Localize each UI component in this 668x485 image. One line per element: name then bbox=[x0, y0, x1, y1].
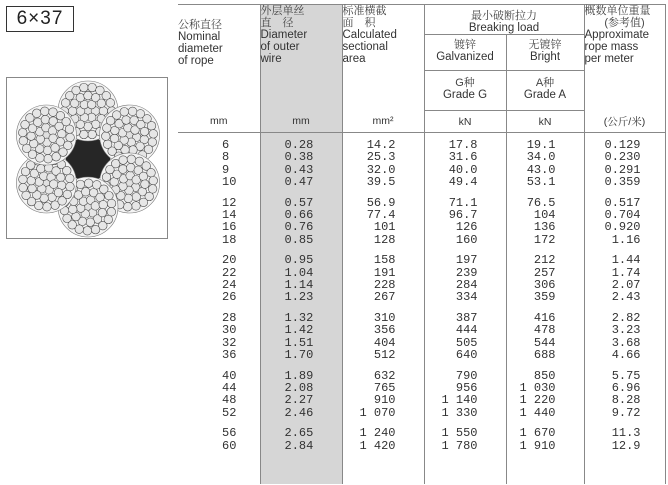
wire bbox=[68, 107, 77, 116]
cell-galvanized-load: 197 bbox=[455, 253, 478, 268]
header-bright-en: Bright bbox=[529, 51, 561, 63]
cell-bright-load: 172 bbox=[533, 232, 556, 247]
row-group bbox=[261, 254, 342, 304]
cell-area: 158 bbox=[373, 253, 396, 268]
cell-area: 14.2 bbox=[366, 138, 396, 152]
wire bbox=[72, 86, 81, 95]
cell-galvanized-load: 1 140 bbox=[441, 393, 478, 408]
row-group bbox=[343, 312, 424, 362]
cell-bright-load: 19.1 bbox=[526, 138, 556, 152]
row-group bbox=[425, 197, 506, 247]
header-grade-g-cn: G种 bbox=[455, 77, 475, 89]
row-group bbox=[178, 139, 260, 189]
cell-area: 128 bbox=[373, 232, 396, 247]
cell-galvanized-load: 31.6 bbox=[448, 150, 478, 165]
wire bbox=[141, 180, 150, 189]
wire bbox=[51, 143, 60, 152]
cell-outer-wire-diameter: 2.65 bbox=[284, 426, 314, 441]
wire bbox=[149, 130, 158, 139]
cell-rope-mass: 4.66 bbox=[611, 348, 641, 363]
wire bbox=[140, 127, 149, 136]
wire bbox=[83, 226, 92, 235]
cell-nominal-diameter: 18 bbox=[222, 232, 237, 247]
cell-outer-wire-diameter: 1.04 bbox=[284, 265, 314, 280]
wire bbox=[19, 183, 28, 192]
row-group bbox=[178, 197, 260, 247]
wire bbox=[99, 200, 108, 209]
wire bbox=[22, 191, 31, 200]
cell-galvanized-load: 239 bbox=[455, 265, 478, 280]
wire bbox=[40, 107, 49, 116]
row-group bbox=[585, 139, 665, 189]
row-group bbox=[178, 254, 260, 304]
wire bbox=[52, 152, 61, 161]
wire bbox=[148, 185, 157, 194]
cell-galvanized-load: 1 330 bbox=[441, 405, 478, 420]
wire bbox=[62, 166, 71, 175]
cell-bright-load: 53.1 bbox=[526, 175, 556, 190]
header-galvanized-en: Galvanized bbox=[436, 51, 494, 63]
wire bbox=[86, 218, 95, 227]
header-grade-g bbox=[424, 71, 506, 111]
cell-area: 310 bbox=[373, 310, 396, 325]
wire bbox=[110, 134, 119, 143]
unit-outer-wire: mm bbox=[260, 111, 342, 133]
cell-area: 25.3 bbox=[366, 150, 396, 165]
header-outer-wire-cn-2: 直 径 bbox=[260, 17, 294, 29]
wire bbox=[91, 202, 100, 211]
cell-bright-load: 1 440 bbox=[519, 405, 556, 420]
cell-galvanized-load: 71.1 bbox=[448, 195, 478, 210]
cell-area: 1 070 bbox=[359, 405, 396, 420]
wire bbox=[99, 107, 108, 116]
column-sectional-area bbox=[342, 133, 424, 485]
wire bbox=[104, 215, 113, 224]
wire bbox=[103, 140, 112, 149]
header-galvanized bbox=[424, 35, 506, 71]
wire bbox=[18, 128, 27, 137]
wire bbox=[119, 165, 128, 174]
cell-rope-mass: 2.43 bbox=[611, 290, 641, 305]
wire bbox=[54, 188, 63, 197]
cell-galvanized-load: 1 780 bbox=[441, 438, 478, 453]
row-group bbox=[261, 197, 342, 247]
row-group bbox=[507, 427, 584, 452]
wire bbox=[107, 207, 116, 216]
row-group bbox=[261, 370, 342, 420]
cell-galvanized-load: 17.8 bbox=[448, 138, 478, 152]
wire bbox=[147, 168, 156, 177]
wire bbox=[19, 136, 28, 145]
wire bbox=[97, 99, 106, 108]
cell-rope-mass: 0.920 bbox=[604, 220, 641, 235]
header-area-cn-1: 标准横截 bbox=[342, 5, 387, 17]
header-outer-wire-diameter bbox=[260, 5, 342, 71]
cell-bright-load: 136 bbox=[533, 220, 556, 235]
row-group bbox=[507, 254, 584, 304]
wire bbox=[66, 182, 75, 191]
header-outer-wire-en-2: of outer bbox=[260, 41, 300, 53]
row-group bbox=[425, 370, 506, 420]
wire bbox=[63, 214, 72, 223]
cell-rope-mass: 1.74 bbox=[611, 265, 641, 280]
cell-area: 32.0 bbox=[366, 162, 396, 177]
wire bbox=[106, 99, 115, 108]
cell-bright-load: 1 220 bbox=[519, 393, 556, 408]
cell-outer-wire-diameter: 1.70 bbox=[284, 348, 314, 363]
row-group bbox=[585, 197, 665, 247]
cell-bright-load: 104 bbox=[533, 208, 556, 223]
row-group bbox=[343, 427, 424, 452]
cell-galvanized-load: 160 bbox=[455, 232, 478, 247]
wire bbox=[66, 133, 75, 142]
cell-galvanized-load: 444 bbox=[455, 323, 478, 338]
cell-outer-wire-diameter: 1.32 bbox=[284, 310, 314, 325]
cell-outer-wire-diameter: 1.89 bbox=[284, 368, 314, 383]
header-area-cn-2: 面 积 bbox=[342, 17, 376, 29]
wire bbox=[123, 202, 132, 211]
cell-rope-mass: 3.23 bbox=[611, 323, 641, 338]
wire bbox=[58, 197, 67, 206]
wire bbox=[84, 179, 93, 188]
wire bbox=[43, 202, 52, 211]
cell-rope-mass: 5.75 bbox=[611, 368, 641, 383]
column-rope-mass bbox=[584, 133, 665, 485]
wire bbox=[81, 187, 90, 196]
row-group bbox=[425, 139, 506, 189]
cell-galvanized-load: 387 bbox=[455, 310, 478, 325]
cell-nominal-diameter: 26 bbox=[222, 290, 237, 305]
cell-outer-wire-diameter: 2.84 bbox=[284, 438, 314, 453]
header-mass-cn2: (参考值) bbox=[604, 17, 645, 29]
cell-bright-load: 1 030 bbox=[519, 380, 556, 395]
wire bbox=[27, 132, 36, 141]
row-group bbox=[261, 312, 342, 362]
wire bbox=[84, 91, 93, 100]
wire bbox=[147, 121, 156, 130]
cell-outer-wire-diameter: 0.28 bbox=[284, 138, 314, 152]
cell-nominal-diameter: 24 bbox=[222, 278, 237, 293]
cell-bright-load: 212 bbox=[533, 253, 556, 268]
wire bbox=[68, 205, 77, 214]
header-grade-a-en: Grade A bbox=[523, 89, 567, 101]
cell-outer-wire-diameter: 2.27 bbox=[284, 393, 314, 408]
cell-outer-wire-diameter: 1.14 bbox=[284, 278, 314, 293]
cell-nominal-diameter: 32 bbox=[222, 335, 237, 350]
wire bbox=[57, 130, 66, 139]
cell-rope-mass: 6.96 bbox=[611, 380, 641, 395]
cell-bright-load: 478 bbox=[533, 323, 556, 338]
header-mass-en-2: rope mass bbox=[584, 41, 639, 53]
row-group bbox=[343, 197, 424, 247]
cell-nominal-diameter: 30 bbox=[222, 323, 237, 338]
cell-area: 39.5 bbox=[366, 175, 396, 190]
row-group bbox=[178, 427, 260, 452]
cell-area: 267 bbox=[373, 290, 396, 305]
cell-nominal-diameter: 40 bbox=[222, 368, 237, 383]
cell-nominal-diameter: 44 bbox=[222, 380, 237, 395]
wire bbox=[132, 202, 141, 211]
cell-rope-mass: 1.44 bbox=[611, 253, 641, 268]
header-nominal-cn: 公称直径 bbox=[178, 19, 222, 31]
row-group bbox=[585, 370, 665, 420]
row-group bbox=[178, 312, 260, 362]
cell-nominal-diameter: 28 bbox=[222, 310, 237, 325]
header-outer-wire-spacer bbox=[260, 71, 342, 111]
row-group bbox=[507, 312, 584, 362]
column-outer-wire-diameter bbox=[260, 133, 342, 485]
wire bbox=[19, 175, 28, 184]
cell-galvanized-load: 1 550 bbox=[441, 426, 478, 441]
cell-area: 228 bbox=[373, 278, 396, 293]
wire bbox=[91, 225, 100, 234]
wire bbox=[149, 176, 158, 185]
cell-outer-wire-diameter: 0.66 bbox=[284, 208, 314, 223]
cell-area: 910 bbox=[373, 393, 396, 408]
unit-area: mm² bbox=[342, 111, 424, 133]
cell-bright-load: 688 bbox=[533, 348, 556, 363]
header-nominal-diameter bbox=[178, 5, 260, 71]
cell-bright-load: 76.5 bbox=[526, 195, 556, 210]
cell-nominal-diameter: 8 bbox=[222, 150, 230, 165]
cell-area: 77.4 bbox=[366, 208, 396, 223]
cell-outer-wire-diameter: 2.46 bbox=[284, 405, 314, 420]
cell-rope-mass: 2.07 bbox=[611, 278, 641, 293]
cell-bright-load: 544 bbox=[533, 335, 556, 350]
header-approx-mass bbox=[584, 5, 665, 111]
unit-bright: kN bbox=[506, 111, 584, 133]
header-grade-a bbox=[506, 71, 584, 111]
wire bbox=[112, 111, 121, 120]
row-group bbox=[585, 427, 665, 452]
cell-area: 1 420 bbox=[359, 438, 396, 453]
cell-area: 1 240 bbox=[359, 426, 396, 441]
header-nominal-en-1: Nominal bbox=[178, 31, 221, 43]
header-galvanized-cn: 镀锌 bbox=[454, 39, 476, 51]
wire bbox=[139, 172, 148, 181]
header-outer-wire-en-1: Diameter bbox=[260, 29, 308, 41]
wire bbox=[28, 184, 37, 193]
header-mass-en-1: Approximate bbox=[584, 29, 650, 41]
rope-cross-section-drawing bbox=[7, 78, 169, 240]
column-nominal-diameter bbox=[178, 133, 260, 485]
cell-bright-load: 416 bbox=[533, 310, 556, 325]
header-area-spacer bbox=[342, 71, 424, 111]
cell-nominal-diameter: 10 bbox=[222, 175, 237, 190]
cell-rope-mass: 2.82 bbox=[611, 310, 641, 325]
header-nominal-en-2: diameter bbox=[178, 43, 223, 55]
header-outer-wire-en-3: wire bbox=[260, 53, 282, 65]
cell-area: 356 bbox=[373, 323, 396, 338]
cell-outer-wire-diameter: 0.43 bbox=[284, 162, 314, 177]
wire bbox=[84, 122, 93, 131]
cell-galvanized-load: 126 bbox=[455, 220, 478, 235]
cell-outer-wire-diameter: 2.08 bbox=[284, 380, 314, 395]
cell-rope-mass: 8.28 bbox=[611, 393, 641, 408]
cell-bright-load: 257 bbox=[533, 265, 556, 280]
wire bbox=[120, 107, 129, 116]
header-area-en-1: Calculated bbox=[342, 29, 397, 41]
cell-outer-wire-diameter: 1.23 bbox=[284, 290, 314, 305]
cell-rope-mass: 0.291 bbox=[604, 162, 641, 177]
column-breaking-galvanized bbox=[424, 133, 506, 485]
cell-galvanized-load: 956 bbox=[455, 380, 478, 395]
row-group bbox=[178, 370, 260, 420]
row-group bbox=[585, 312, 665, 362]
header-mass-cn: 概数单位重量 bbox=[584, 5, 651, 17]
cell-bright-load: 359 bbox=[533, 290, 556, 305]
wire bbox=[127, 155, 136, 164]
header-breaking-load bbox=[424, 5, 584, 35]
cell-rope-mass: 0.517 bbox=[604, 195, 641, 210]
row-group bbox=[425, 427, 506, 452]
wire bbox=[105, 191, 114, 200]
cell-outer-wire-diameter: 1.42 bbox=[284, 323, 314, 338]
wire bbox=[128, 107, 137, 116]
unit-mass: (公斤/米) bbox=[584, 111, 665, 133]
cell-nominal-diameter: 20 bbox=[222, 253, 237, 268]
row-group bbox=[585, 254, 665, 304]
wire bbox=[80, 83, 89, 92]
header-nominal-spacer bbox=[178, 71, 260, 111]
cell-galvanized-load: 790 bbox=[455, 368, 478, 383]
cell-area: 56.9 bbox=[366, 195, 396, 210]
cell-rope-mass: 3.68 bbox=[611, 335, 641, 350]
cell-bright-load: 1 910 bbox=[519, 438, 556, 453]
cell-outer-wire-diameter: 0.85 bbox=[284, 232, 314, 247]
cell-nominal-diameter: 48 bbox=[222, 393, 237, 408]
row-group bbox=[343, 139, 424, 189]
cell-galvanized-load: 40.0 bbox=[448, 162, 478, 177]
header-grade-g-en: Grade G bbox=[442, 89, 488, 101]
cell-outer-wire-diameter: 1.51 bbox=[284, 335, 314, 350]
cell-nominal-diameter: 9 bbox=[222, 162, 230, 177]
cell-rope-mass: 12.9 bbox=[611, 438, 641, 453]
row-group bbox=[343, 254, 424, 304]
cell-rope-mass: 0.359 bbox=[604, 175, 641, 190]
header-outer-wire-cn-1: 外层单丝 bbox=[260, 5, 305, 17]
header-mass-en-3: per meter bbox=[584, 53, 634, 65]
cell-rope-mass: 0.129 bbox=[604, 138, 641, 152]
cell-bright-load: 306 bbox=[533, 278, 556, 293]
cell-nominal-diameter: 22 bbox=[222, 265, 237, 280]
row-group bbox=[507, 197, 584, 247]
wire bbox=[56, 173, 65, 182]
cell-galvanized-load: 96.7 bbox=[448, 208, 478, 223]
wire bbox=[76, 180, 85, 189]
wire bbox=[49, 180, 58, 189]
column-breaking-bright bbox=[506, 133, 584, 485]
wire bbox=[65, 174, 74, 183]
header-breaking-en: Breaking load bbox=[468, 22, 540, 34]
cell-area: 191 bbox=[373, 265, 396, 280]
wire bbox=[37, 164, 46, 173]
header-nominal-en-3: of rope bbox=[178, 55, 214, 67]
cell-area: 632 bbox=[373, 368, 396, 383]
wire bbox=[80, 130, 89, 139]
cell-rope-mass: 9.72 bbox=[611, 405, 641, 420]
cell-area: 101 bbox=[373, 220, 396, 235]
header-bright bbox=[506, 35, 584, 71]
header-grade-a-cn: A种 bbox=[535, 77, 555, 89]
cell-bright-load: 34.0 bbox=[526, 150, 556, 165]
construction-label: 6×37 bbox=[6, 6, 74, 32]
wire bbox=[98, 208, 107, 217]
wire bbox=[32, 109, 41, 118]
row-group bbox=[343, 370, 424, 420]
cell-rope-mass: 0.230 bbox=[604, 150, 641, 165]
rope-cross-section-figure bbox=[6, 77, 168, 239]
wire bbox=[107, 199, 116, 208]
cell-galvanized-load: 640 bbox=[455, 348, 478, 363]
rope-spec-table bbox=[178, 4, 666, 484]
row-group bbox=[261, 139, 342, 189]
wire bbox=[122, 116, 131, 125]
cell-galvanized-load: 49.4 bbox=[448, 175, 478, 190]
header-area-en-2: sectional bbox=[342, 41, 388, 53]
wire bbox=[132, 193, 141, 202]
cell-nominal-diameter: 14 bbox=[222, 208, 237, 223]
row-group bbox=[425, 312, 506, 362]
cell-area: 512 bbox=[373, 348, 396, 363]
cell-galvanized-load: 505 bbox=[455, 335, 478, 350]
cell-nominal-diameter: 6 bbox=[222, 138, 230, 152]
cell-rope-mass: 1.16 bbox=[611, 232, 641, 247]
header-area-en-3: area bbox=[342, 53, 366, 65]
cell-bright-load: 43.0 bbox=[526, 162, 556, 177]
cell-bright-load: 850 bbox=[533, 368, 556, 383]
row-group bbox=[507, 139, 584, 189]
cell-outer-wire-diameter: 0.76 bbox=[284, 220, 314, 235]
cell-galvanized-load: 334 bbox=[455, 290, 478, 305]
row-group bbox=[425, 254, 506, 304]
cell-area: 765 bbox=[373, 380, 396, 395]
cell-rope-mass: 0.704 bbox=[604, 208, 641, 223]
cell-galvanized-load: 284 bbox=[455, 278, 478, 293]
row-group bbox=[507, 370, 584, 420]
wire bbox=[119, 156, 128, 165]
wire bbox=[44, 154, 53, 163]
cell-nominal-diameter: 16 bbox=[222, 220, 237, 235]
cell-nominal-diameter: 12 bbox=[222, 195, 237, 210]
header-sectional-area bbox=[342, 5, 424, 71]
row-group bbox=[261, 427, 342, 452]
header-bright-cn: 无镀锌 bbox=[528, 39, 562, 51]
wire bbox=[65, 125, 74, 134]
cell-rope-mass: 11.3 bbox=[611, 426, 641, 441]
cell-nominal-diameter: 56 bbox=[222, 426, 237, 441]
cell-outer-wire-diameter: 0.38 bbox=[284, 150, 314, 165]
cell-nominal-diameter: 36 bbox=[222, 348, 237, 363]
cell-outer-wire-diameter: 0.95 bbox=[284, 253, 314, 268]
header-breaking-cn: 最小破断拉力 bbox=[471, 10, 537, 22]
unit-nominal: mm bbox=[210, 115, 228, 128]
cell-area: 404 bbox=[373, 335, 396, 350]
cell-nominal-diameter: 52 bbox=[222, 405, 237, 420]
wire bbox=[88, 130, 97, 139]
cell-outer-wire-diameter: 0.57 bbox=[284, 195, 314, 210]
wire bbox=[102, 132, 111, 141]
cell-nominal-diameter: 60 bbox=[222, 438, 237, 453]
cell-outer-wire-diameter: 0.47 bbox=[284, 175, 314, 190]
cell-bright-load: 1 670 bbox=[519, 426, 556, 441]
wire bbox=[88, 83, 97, 92]
unit-galvanized: kN bbox=[424, 111, 506, 133]
wire bbox=[41, 115, 50, 124]
